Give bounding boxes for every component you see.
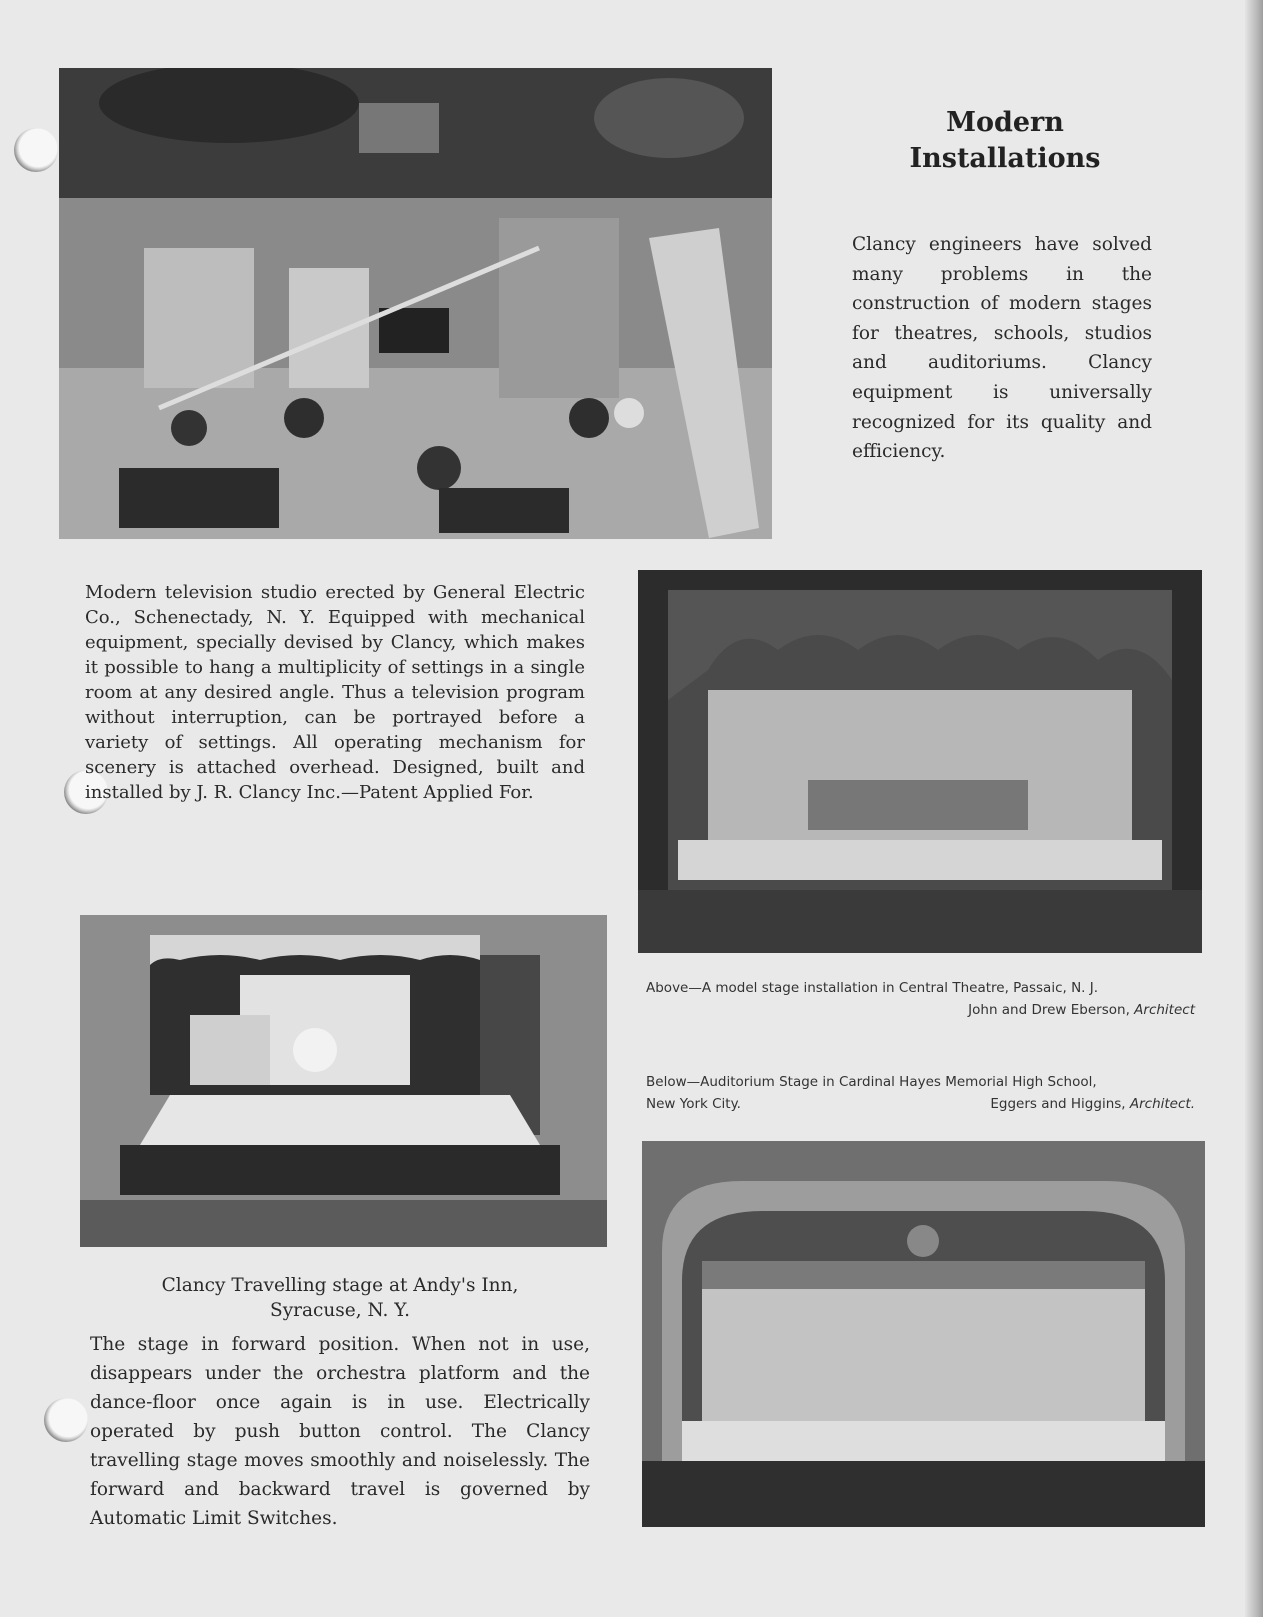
cardinal-hayes-location: New York City. <box>646 1096 741 1112</box>
central-theatre-caption-line-1: Above—A model stage installation in Central Theatre, Passaic, N. J. <box>646 980 1099 996</box>
andys-inn-title <box>90 1273 590 1323</box>
central-theatre-architect: John and Drew Eberson, <box>968 1002 1135 1018</box>
section-heading <box>880 105 1130 177</box>
intro-paragraph: Clancy engineers have solved many problems in the construction of modern stages for theatres, schools, studios and auditoriums. Clancy equipment is universally recognized for its quality and efficiency. <box>852 234 1152 463</box>
cardinal-hayes-caption-line-1: Below—Auditorium Stage in Cardinal Hayes Memorial High School, <box>646 1074 1097 1090</box>
cardinal-hayes-architect-role: Architect. <box>1129 1096 1195 1112</box>
central-theatre-architect-role: Architect <box>1134 1002 1195 1018</box>
central-theatre-photo <box>638 570 1202 953</box>
punch-hole-top <box>14 128 58 172</box>
andys-inn-title-line-2: Syracuse, N. Y. <box>270 1300 410 1321</box>
central-theatre-caption <box>646 977 1195 1021</box>
cardinal-hayes-architect-name: Eggers and Higgins, <box>990 1096 1130 1112</box>
heading-line-1: Modern <box>946 107 1064 138</box>
cardinal-hayes-architect <box>990 1093 1195 1115</box>
cardinal-hayes-caption <box>646 1071 1195 1115</box>
tv-studio-photo <box>59 68 772 539</box>
andys-inn-photo <box>80 915 607 1247</box>
andys-inn-description: The stage in forward position. When not in use, disappears under the orchestra platform and the dance-floor once again is in use. Electrically operated by push button control. The Clancy travelling stage moves smoothly and noiselessly. The forward and backward travel is governed by Automatic Limit Switches. <box>90 1334 590 1529</box>
cardinal-hayes-caption-line-2 <box>646 1093 1195 1115</box>
cardinal-hayes-photo <box>642 1141 1205 1527</box>
punch-hole-bottom <box>44 1398 88 1442</box>
andys-inn-title-line-1: Clancy Travelling stage at Andy's Inn, <box>161 1275 519 1296</box>
central-theatre-caption-line-2 <box>646 999 1195 1021</box>
tv-studio-caption: Modern television studio erected by General Electric Co., Schenectady, N. Y. Equipped with mechanical equipment, specially devised by Clancy, which makes it possible to hang a multiplicity of settings in a single room at any desired angle. Thus a television program without interruption, can be portrayed before a variety of settings. All operating mechanism for scenery is attached overhead. Designed, built and installed by J. R. Clancy Inc.—Patent Applied For. <box>85 582 585 803</box>
page-edge <box>1245 0 1263 1617</box>
heading-line-2: Installations <box>909 143 1101 174</box>
